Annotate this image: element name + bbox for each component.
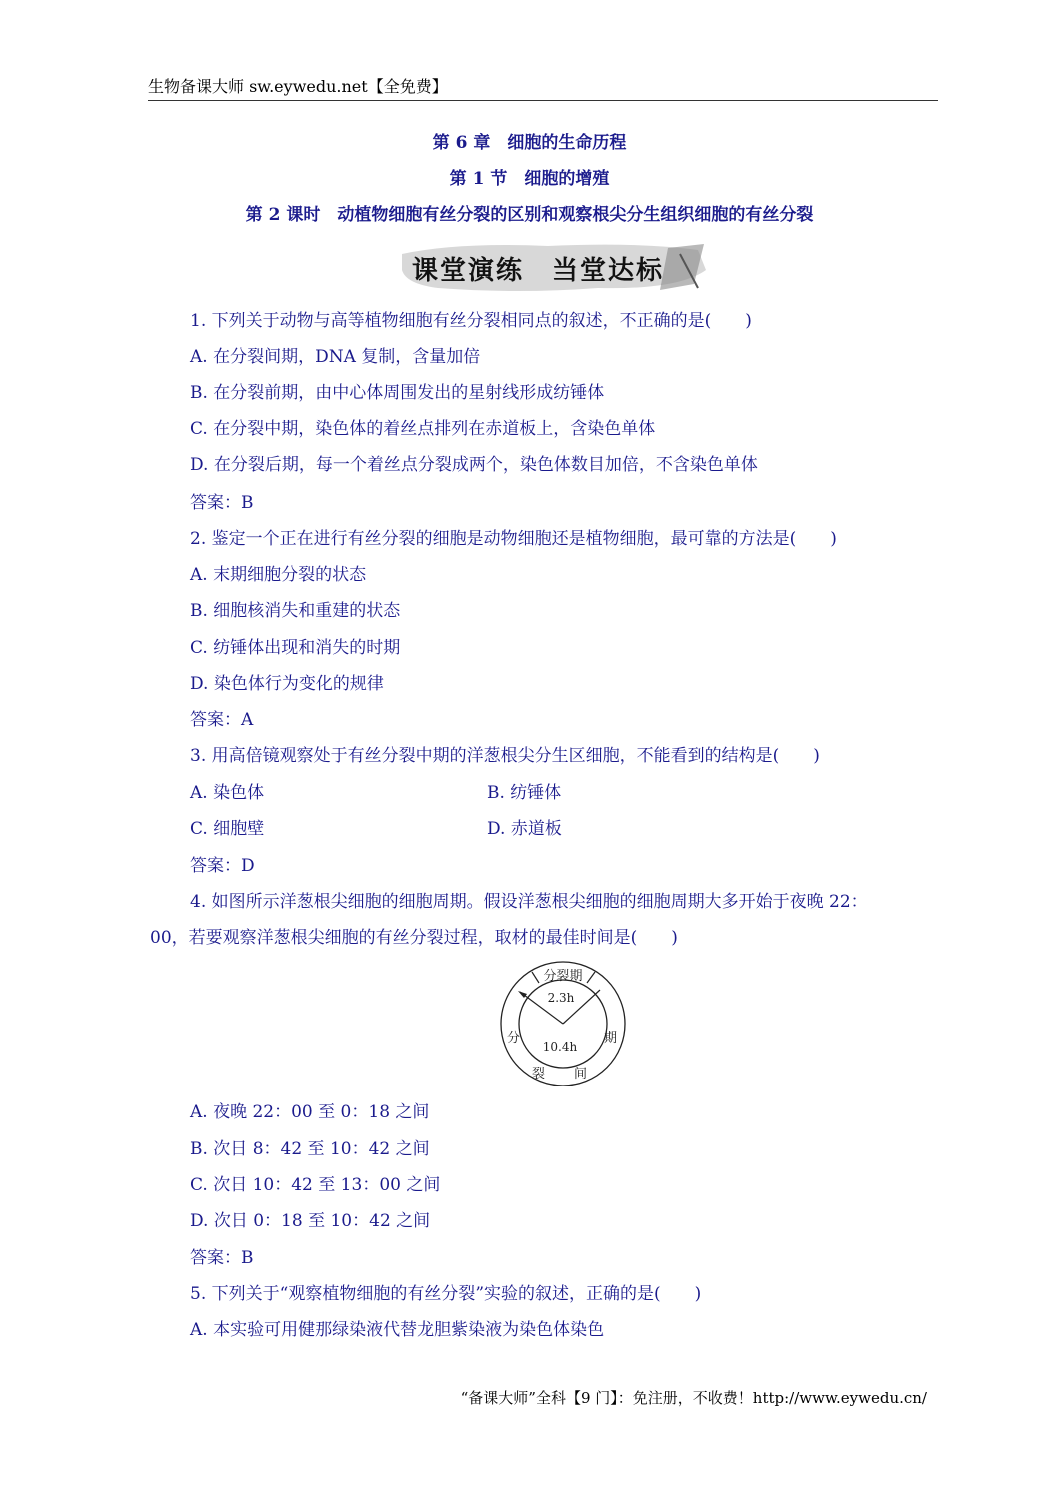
question-1-stem: 1. 下列关于动物与高等植物细胞有丝分裂相同点的叙述，不正确的是( ) (190, 311, 752, 331)
question-2-option-d: D. 染色体行为变化的规律 (190, 674, 384, 694)
question-2-option-a: A. 末期细胞分裂的状态 (190, 565, 367, 585)
question-4-option-b: B. 次日 8：42 至 10：42 之间 (190, 1139, 430, 1159)
question-3-answer: 答案：D (190, 856, 255, 876)
cell-cycle-diagram (498, 958, 628, 1086)
question-3-option-b: B. 纺锤体 (487, 783, 562, 803)
page-footer: “备课大师”全科【9 门】：免注册，不收费！http://www.eywedu.cn/ (460, 1389, 927, 1407)
question-5-stem: 5. 下列关于“观察植物细胞的有丝分裂”实验的叙述，正确的是( ) (190, 1284, 702, 1304)
question-2-stem: 2. 鉴定一个正在进行有丝分裂的细胞是动物细胞还是植物细胞，最可靠的方法是( ) (190, 529, 837, 549)
question-2-option-b: B. 细胞核消失和重建的状态 (190, 601, 401, 621)
label-char-qi: 期 (604, 1031, 618, 1046)
question-1-option-a: A. 在分裂间期，DNA 复制，含量加倍 (190, 347, 481, 367)
question-4-option-c: C. 次日 10：42 至 13：00 之间 (190, 1175, 441, 1195)
question-1-option-d: D. 在分裂后期，每一个着丝点分裂成两个，染色体数目加倍，不含染色单体 (190, 455, 758, 475)
chapter-title: 第 6 章 细胞的生命历程 (432, 133, 627, 153)
question-2-answer: 答案：A (190, 710, 254, 730)
banner-text: 课堂演练 当堂达标 (412, 256, 665, 286)
question-2-option-c: C. 纺锤体出现和消失的时期 (190, 638, 401, 658)
label-mitosis-duration: 2.3h (547, 991, 575, 1005)
question-4-stem-line1: 4. 如图所示洋葱根尖细胞的细胞周期。假设洋葱根尖细胞的细胞周期大多开始于夜晚 22： (190, 892, 868, 912)
label-char-fen: 分 (507, 1031, 521, 1046)
label-char-lie: 裂 (532, 1067, 546, 1082)
section-title: 第 1 节 细胞的增殖 (449, 169, 610, 189)
question-1-answer: 答案：B (190, 493, 254, 513)
question-4-option-a: A. 夜晚 22：00 至 0：18 之间 (190, 1102, 430, 1122)
label-interphase-duration: 10.4h (542, 1040, 578, 1054)
lesson-title: 第 2 课时 动植物细胞有丝分裂的区别和观察根尖分生组织细胞的有丝分裂 (245, 205, 814, 225)
question-5-option-a: A. 本实验可用健那绿染液代替龙胆紫染液为染色体染色 (190, 1320, 605, 1340)
question-4-stem-line2: 00，若要观察洋葱根尖细胞的有丝分裂过程，取材的最佳时间是( ) (150, 928, 678, 948)
label-char-jian: 间 (574, 1067, 588, 1082)
question-1-option-c: C. 在分裂中期，染色体的着丝点排列在赤道板上，含染色单体 (190, 419, 656, 439)
question-3-option-d: D. 赤道板 (487, 819, 562, 839)
practice-banner (398, 240, 710, 296)
page-header: 生物备课大师 sw.eywedu.net【全免费】 (148, 76, 938, 101)
question-3-option-a: A. 染色体 (190, 783, 265, 803)
question-4-answer: 答案：B (190, 1248, 254, 1268)
question-4-option-d: D. 次日 0：18 至 10：42 之间 (190, 1211, 431, 1231)
question-3-stem: 3. 用高倍镜观察处于有丝分裂中期的洋葱根尖分生区细胞，不能看到的结构是( ) (190, 746, 820, 766)
cell-cycle-figure (498, 958, 628, 1086)
question-3-option-c: C. 细胞壁 (190, 819, 265, 839)
question-1-option-b: B. 在分裂前期，由中心体周围发出的星射线形成纺锤体 (190, 383, 605, 403)
label-mitosis: 分裂期 (543, 969, 583, 984)
